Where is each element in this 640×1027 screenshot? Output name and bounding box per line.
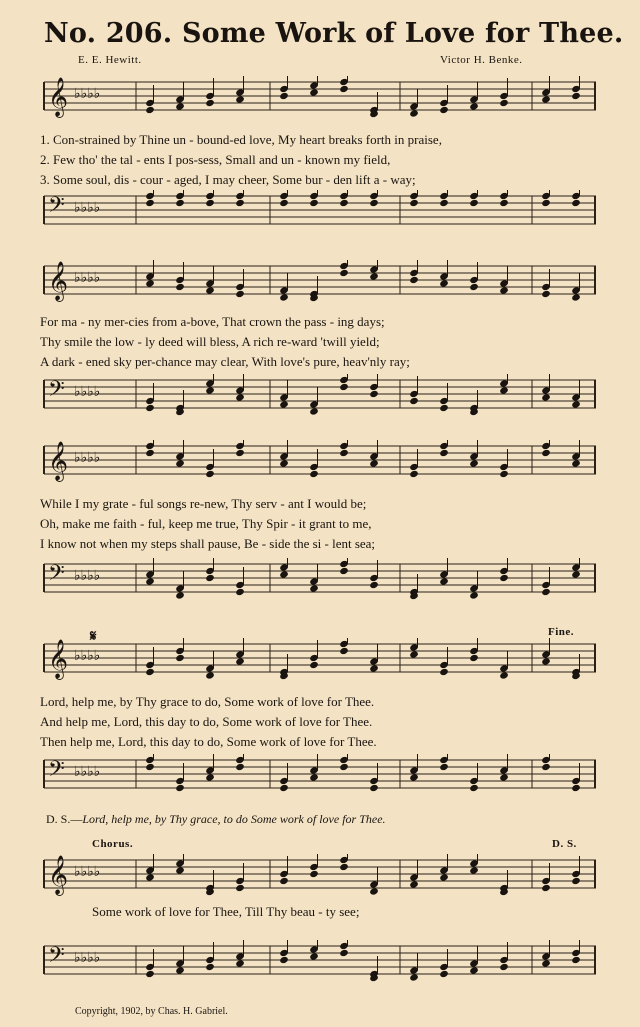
svg-text:𝄞: 𝄞 [48,639,69,679]
ds-marker: D. S. [552,838,577,850]
svg-text:𝄞: 𝄞 [48,855,69,895]
staff-lines [40,440,600,484]
svg-text:𝄢: 𝄢 [48,193,65,223]
treble-staff [40,854,600,894]
treble-staff [40,260,600,300]
treble-staff [40,76,600,116]
svg-text:♭♭♭♭: ♭♭♭♭ [74,270,101,286]
svg-text:♭♭♭♭: ♭♭♭♭ [74,86,101,102]
verse-2-refrain: And help me, Lord, this day to do, Some work of love for Thee. [40,714,373,729]
svg-text:♭♭♭♭: ♭♭♭♭ [74,200,101,216]
staff-lines [40,638,600,682]
bass-staff [40,558,600,598]
bass-staff [40,374,600,414]
svg-text:♭♭♭♭: ♭♭♭♭ [74,864,101,880]
bass-staff [40,940,600,980]
bass-staff [40,190,600,230]
staff-lines [40,76,600,120]
svg-text:𝄢: 𝄢 [48,377,65,407]
svg-text:♭♭♭♭: ♭♭♭♭ [74,384,101,400]
staff-lines [40,854,600,898]
verse-3-line-1: 3. Some soul, dis - cour - aged, I may cheer, Some bur - den lift a - way; [40,172,416,187]
svg-text:𝄢: 𝄢 [48,561,65,591]
staff-lines [40,940,600,984]
svg-text:𝄞: 𝄞 [48,441,69,481]
treble-staff [40,440,600,480]
verse-2-line-3: Oh, make me faith - ful, keep me true, Thy Spir - it grant to me, [40,516,372,531]
verse-1-line-2: For ma - ny mer-cies from a-bove, That crown the pass - ing days; [40,314,385,329]
composer-credit: Victor H. Benke. [440,54,523,66]
verse-1-refrain: Lord, help me, by Thy grace to do, Some work of love for Thee. [40,694,375,709]
svg-text:♭♭♭♭: ♭♭♭♭ [74,950,101,966]
verse-3-refrain: Then help me, Lord, this day to do, Some work of love for Thee. [40,734,377,749]
copyright-notice: Copyright, 1902, by Chas. H. Gabriel. [75,1006,228,1017]
verse-3-line-3: I know not when my steps shall pause, Be - side the si - lent sea; [40,536,376,551]
svg-text:𝄢: 𝄢 [48,757,65,787]
svg-text:♭♭♭♭: ♭♭♭♭ [74,764,101,780]
svg-text:𝄞: 𝄞 [48,261,69,301]
svg-text:♭♭♭♭: ♭♭♭♭ [74,648,101,664]
dal-segno-line [46,812,386,827]
staff-lines [40,558,600,602]
svg-text:♭♭♭♭: ♭♭♭♭ [74,450,101,466]
verse-1-line-3: While I my grate - ful songs re-new, Thy serv - ant I would be; [40,496,367,511]
fine-marker: Fine. [548,626,575,638]
chorus-lyrics: Some work of love for Thee, Till Thy beau - ty see; [92,904,360,919]
segno-sign: 𝄋 [90,629,97,645]
svg-text:♭♭♭♭: ♭♭♭♭ [74,568,101,584]
chorus-label: Chorus. [92,838,134,850]
treble-staff [40,638,600,678]
svg-text:𝄢: 𝄢 [48,943,65,973]
lyricist-credit: E. E. Hewitt. [78,54,142,66]
staff-lines [40,374,600,418]
bass-staff [40,754,600,794]
verse-2-line-2: Thy smile the low - ly deed will bless, A rich re-ward 'twill yield; [40,334,380,349]
ds-prefix: D. S.— [46,812,83,826]
staff-lines [40,754,600,798]
svg-text:𝄞: 𝄞 [48,77,69,117]
ds-words: Lord, help me, by Thy grace, to do Some work of love for Thee. [82,812,386,826]
hymn-title: No. 206. Some Work of Love for Thee. [44,18,624,49]
verse-2-line-1: 2. Few tho' the tal - ents I pos-sess, Small and un - known my field, [40,152,391,167]
staff-lines [40,190,600,234]
staff-lines [40,260,600,304]
verse-1-line-1: 1. Con-strained by Thine un - bound-ed love, My heart breaks forth in praise, [40,132,442,147]
verse-3-line-2: A dark - ened sky per-chance may clear, With love's pure, heav'nly ray; [40,354,410,369]
